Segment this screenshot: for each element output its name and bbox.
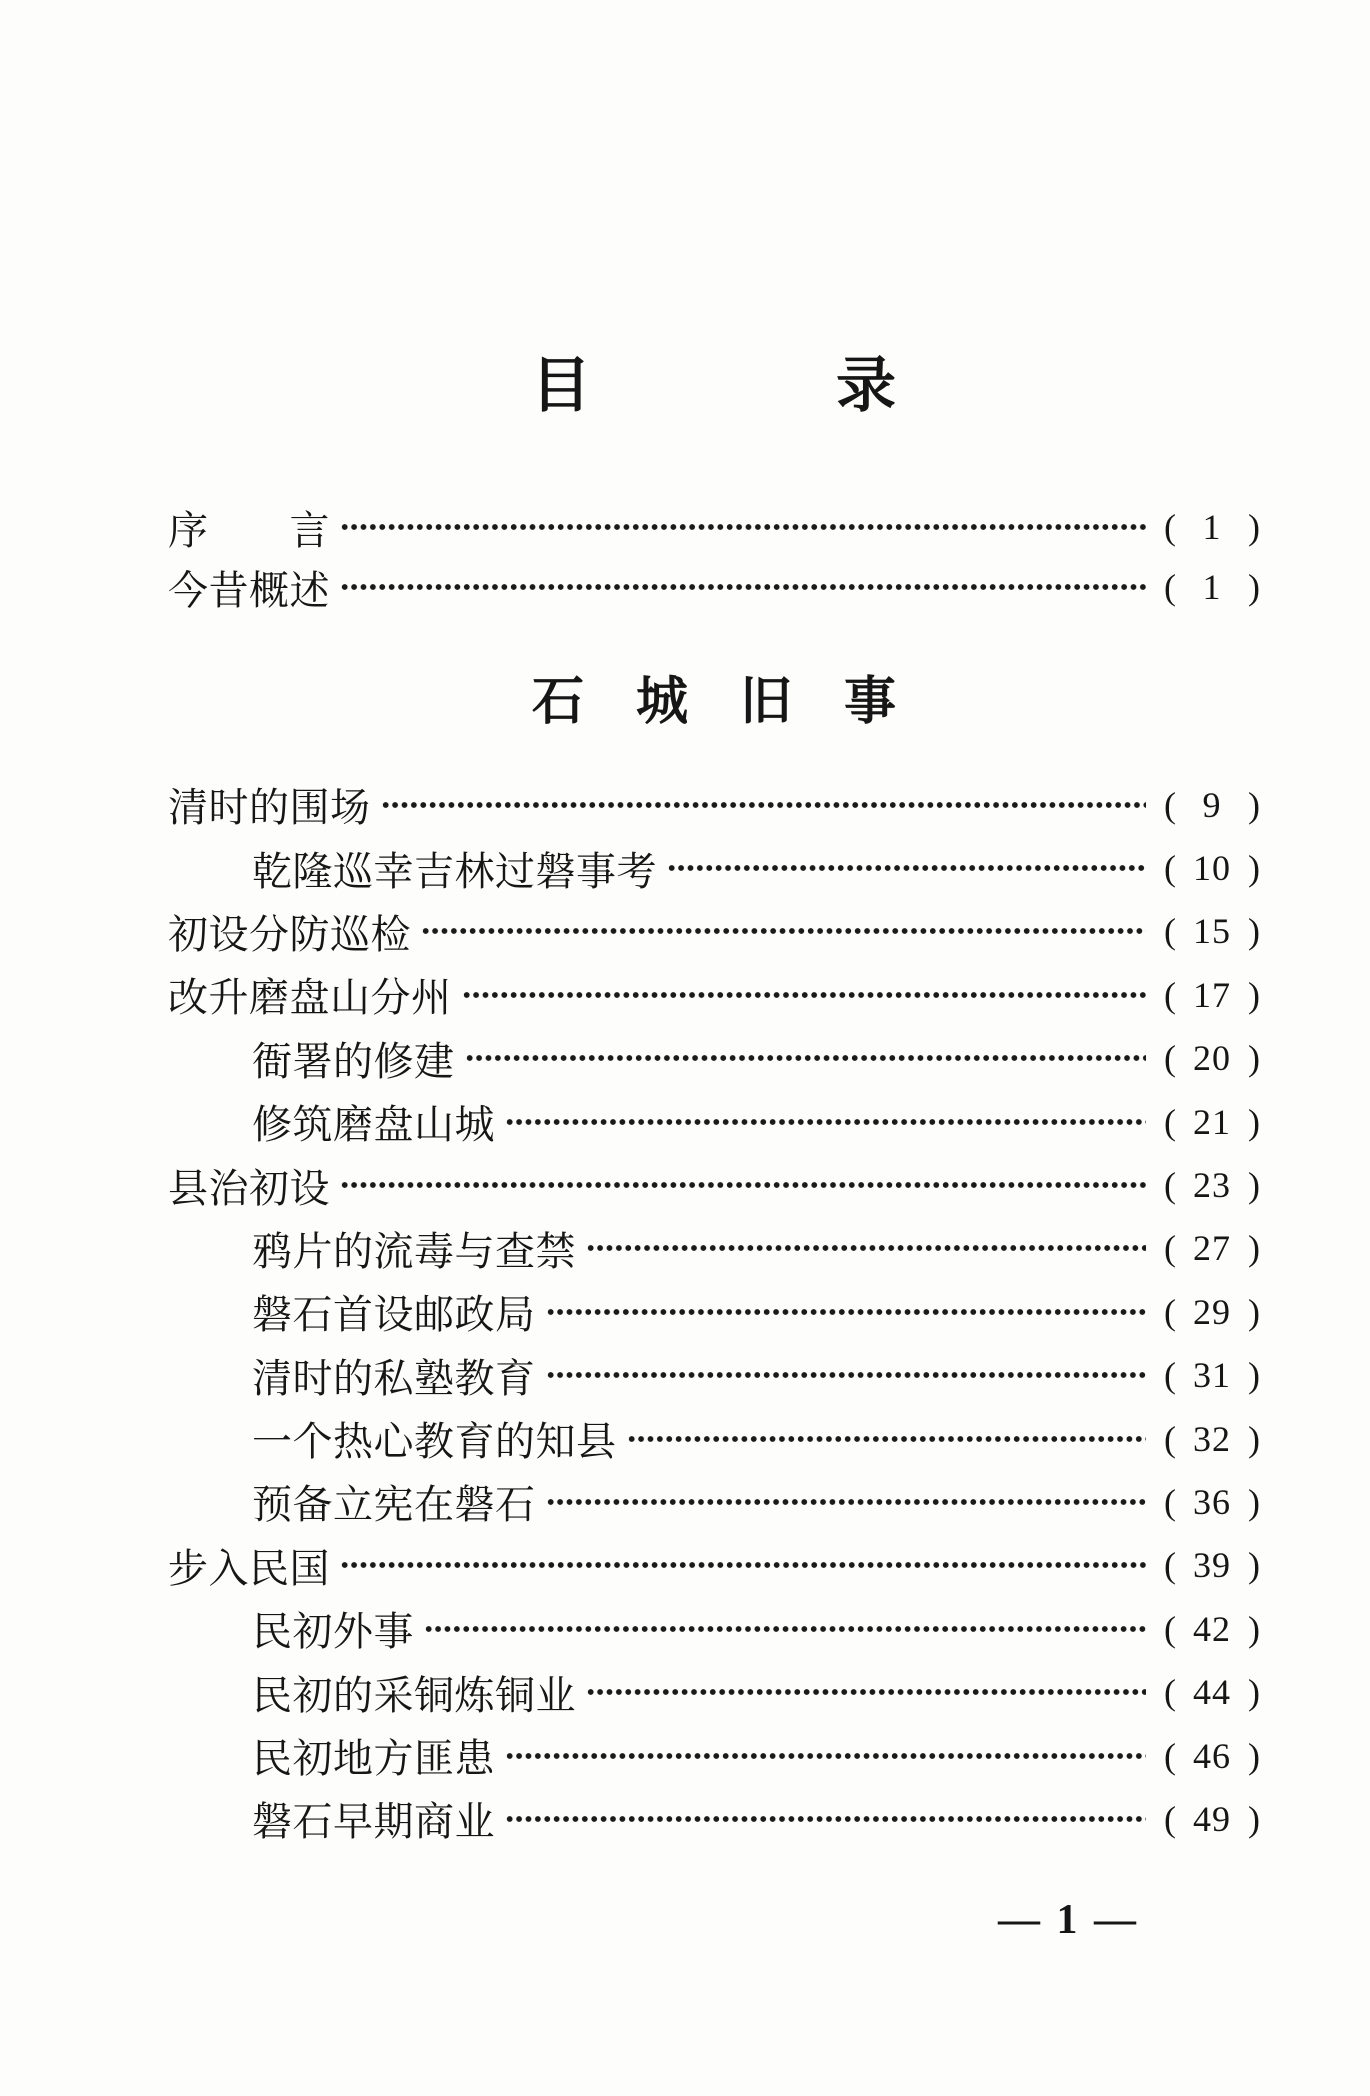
page-number: 10: [1193, 848, 1231, 889]
dot-leader: [505, 1751, 1146, 1761]
toc-entry-page: [1164, 1291, 1260, 1333]
page-number: 17: [1193, 974, 1231, 1015]
toc-entry-title: 乾隆巡幸吉林过磐事考: [252, 848, 657, 894]
page-number: 1: [1202, 507, 1222, 547]
paren-close: ): [1248, 1608, 1260, 1649]
paren-open: (: [1164, 1291, 1176, 1332]
paren-close: ): [1248, 567, 1260, 607]
dot-leader: [546, 1307, 1147, 1317]
dot-leader: [465, 1053, 1147, 1063]
page-number: 27: [1193, 1228, 1231, 1269]
toc-entry-page: [1164, 1544, 1260, 1586]
toc-entry-page: [1164, 1735, 1260, 1777]
paren-close: ): [1248, 1481, 1260, 1522]
toc-entry-row: [168, 1090, 1260, 1153]
dot-leader: [340, 582, 1146, 592]
dot-leader: [505, 1814, 1146, 1824]
toc-entry-page: [1164, 566, 1260, 608]
toc-entry-title: 预备立宪在磐石: [252, 1482, 536, 1528]
paren-close: ): [1248, 784, 1260, 825]
page-number: 46: [1193, 1735, 1231, 1776]
paren-open: (: [1164, 1798, 1176, 1839]
page-number: 44: [1193, 1672, 1231, 1713]
toc-entry-title: 今昔概述: [168, 567, 330, 613]
paren-open: (: [1164, 507, 1176, 547]
dot-leader: [667, 863, 1146, 873]
toc-entry-row: [168, 963, 1260, 1026]
dot-leader: [586, 1243, 1146, 1253]
dot-leader: [340, 1560, 1146, 1570]
page-number: 36: [1193, 1481, 1231, 1522]
toc-entry-page: [1164, 847, 1260, 889]
page-number: 32: [1193, 1418, 1231, 1459]
page-number: 29: [1193, 1291, 1231, 1332]
paren-open: (: [1164, 974, 1176, 1015]
toc-entry-title: 县治初设: [168, 1165, 330, 1211]
page-footer: — 1 —: [998, 1897, 1139, 1943]
paren-open: (: [1164, 1165, 1176, 1206]
toc-entry-row: [168, 1470, 1260, 1533]
paren-close: ): [1248, 848, 1260, 889]
paren-open: (: [1164, 1735, 1176, 1776]
toc-entry-row: [168, 1217, 1260, 1280]
toc-entry-title: 一个热心教育的知县: [252, 1419, 617, 1465]
toc-entry-title: 民初外事: [252, 1609, 414, 1655]
dot-leader: [586, 1687, 1146, 1697]
page-content: [168, 0, 1260, 1851]
toc-entry-page: [1164, 1227, 1260, 1269]
toc-entry-title: 民初的采铜炼铜业: [252, 1672, 576, 1718]
toc-entry-page: [1164, 1164, 1260, 1206]
dot-leader: [627, 1434, 1147, 1444]
toc-entry-title: 改升磨盘山分州: [168, 975, 452, 1021]
paren-open: (: [1164, 1672, 1176, 1713]
paren-close: ): [1248, 1101, 1260, 1142]
paren-close: ): [1248, 1672, 1260, 1713]
toc-entry-row: [168, 1153, 1260, 1216]
paren-open: (: [1164, 848, 1176, 889]
page-number: 15: [1193, 911, 1231, 952]
dot-leader: [546, 1370, 1147, 1380]
paren-close: ): [1248, 1545, 1260, 1586]
paren-open: (: [1164, 567, 1176, 607]
toc-entry-page: [1164, 1798, 1260, 1840]
dot-leader: [381, 800, 1147, 810]
paren-open: (: [1164, 911, 1176, 952]
toc-entry-title: 民初地方匪患: [252, 1736, 495, 1782]
toc-section-list: [168, 773, 1260, 1851]
page-number: 20: [1193, 1038, 1231, 1079]
paren-open: (: [1164, 1481, 1176, 1522]
paren-close: ): [1248, 1735, 1260, 1776]
paren-close: ): [1248, 1228, 1260, 1269]
paren-close: ): [1248, 974, 1260, 1015]
paren-open: (: [1164, 784, 1176, 825]
toc-entry-title: 清时的私塾教育: [252, 1355, 536, 1401]
toc-entry-row: [168, 1660, 1260, 1723]
toc-entry-row: [168, 900, 1260, 963]
paren-open: (: [1164, 1608, 1176, 1649]
toc-entry-page: [1164, 910, 1260, 952]
toc-entry-row: [168, 836, 1260, 899]
dot-leader: [340, 522, 1146, 532]
toc-entry-title: 步入民国: [168, 1545, 330, 1591]
toc-entry-row: [168, 1597, 1260, 1660]
toc-entry-page: [1164, 1418, 1260, 1460]
paren-close: ): [1248, 1355, 1260, 1396]
toc-entry-row: [168, 773, 1260, 836]
paren-close: ): [1248, 1038, 1260, 1079]
toc-entry-page: [1164, 506, 1260, 548]
page-number: 49: [1193, 1798, 1231, 1839]
toc-entry-title: 序 言: [168, 507, 330, 553]
toc-entry-row: [168, 1534, 1260, 1597]
page-number: 1: [1202, 567, 1222, 607]
toc-entry-page: [1164, 1671, 1260, 1713]
toc-entry-page: [1164, 974, 1260, 1016]
paren-close: ): [1248, 1798, 1260, 1839]
toc-entry-title: 衙署的修建: [252, 1038, 455, 1084]
toc-entry-page: [1164, 1037, 1260, 1079]
toc-entry-title: 磐石首设邮政局: [252, 1292, 536, 1338]
dot-leader: [421, 926, 1146, 936]
toc-entry-row: [168, 557, 1260, 617]
toc-entry-row: [168, 497, 1260, 557]
page-title: 目 录: [531, 353, 897, 419]
toc-entry-page: [1164, 1481, 1260, 1523]
toc-front-matter: [168, 497, 1260, 617]
toc-entry-page: [1164, 784, 1260, 826]
paren-close: ): [1248, 507, 1260, 547]
paren-open: (: [1164, 1101, 1176, 1142]
toc-entry-title: 修筑磨盘山城: [252, 1102, 495, 1148]
dot-leader: [340, 1180, 1146, 1190]
paren-close: ): [1248, 1418, 1260, 1459]
toc-entry-title: 鸦片的流毒与查禁: [252, 1228, 576, 1274]
dot-leader: [424, 1624, 1146, 1634]
paren-open: (: [1164, 1228, 1176, 1269]
paren-open: (: [1164, 1545, 1176, 1586]
toc-entry-row: [168, 1027, 1260, 1090]
page-number: 23: [1193, 1165, 1231, 1206]
paren-open: (: [1164, 1355, 1176, 1396]
paren-close: ): [1248, 1165, 1260, 1206]
toc-entry-page: [1164, 1101, 1260, 1143]
toc-entry-row: [168, 1724, 1260, 1787]
toc-entry-row: [168, 1787, 1260, 1850]
paren-open: (: [1164, 1038, 1176, 1079]
page-number: 39: [1193, 1545, 1231, 1586]
toc-entry-title: 清时的围场: [168, 785, 371, 831]
page-number: 31: [1193, 1355, 1231, 1396]
toc-entry-row: [168, 1344, 1260, 1407]
paren-close: ): [1248, 911, 1260, 952]
toc-entry-page: [1164, 1608, 1260, 1650]
toc-entry-title: 初设分防巡检: [168, 911, 411, 957]
page-number: 9: [1202, 784, 1222, 825]
toc-entry-title: 磐石早期商业: [252, 1799, 495, 1845]
dot-leader: [546, 1497, 1147, 1507]
toc-entry-row: [168, 1407, 1260, 1470]
page-number: 42: [1193, 1608, 1231, 1649]
dot-leader: [505, 1117, 1146, 1127]
paren-open: (: [1164, 1418, 1176, 1459]
dot-leader: [462, 990, 1147, 1000]
page-number: 21: [1193, 1101, 1231, 1142]
section-heading: 石 城 旧 事: [531, 674, 896, 731]
toc-entry-row: [168, 1280, 1260, 1343]
toc-entry-page: [1164, 1354, 1260, 1396]
paren-close: ): [1248, 1291, 1260, 1332]
